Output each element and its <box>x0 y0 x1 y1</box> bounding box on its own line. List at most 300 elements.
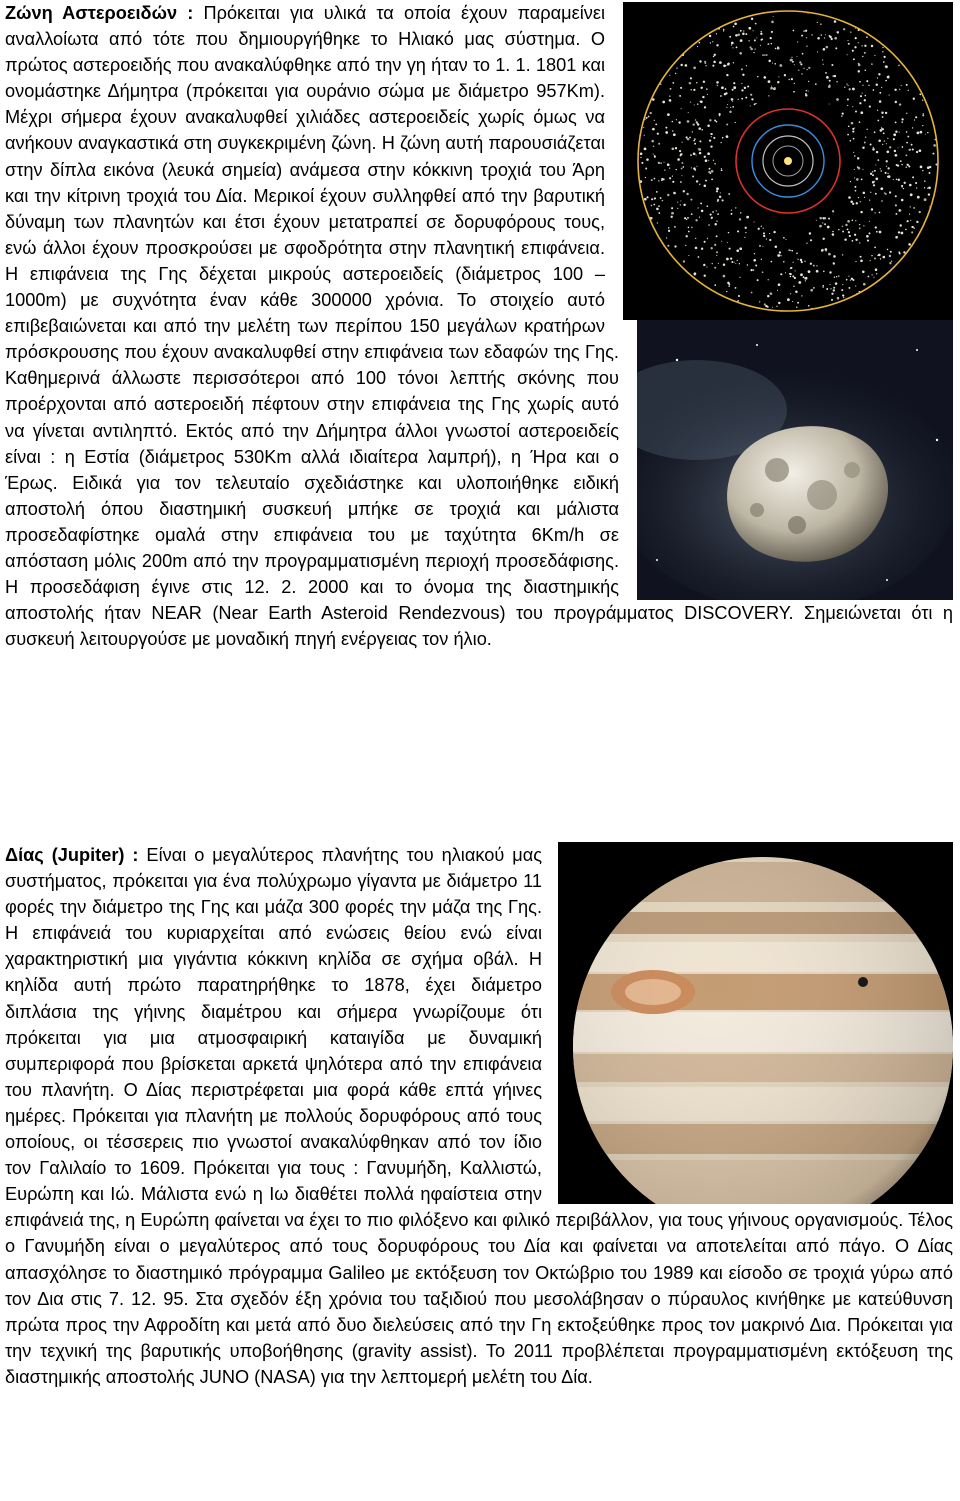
asteroid-dot <box>773 231 775 233</box>
asteroid-dot <box>908 243 911 246</box>
asteroid-dot <box>819 217 822 220</box>
asteroid-dot <box>901 232 904 235</box>
asteroid-dot <box>906 113 907 114</box>
asteroid-dot <box>860 201 861 202</box>
asteroid-dot <box>801 295 802 296</box>
asteroid-dot <box>821 34 822 35</box>
asteroid-dot <box>712 263 713 264</box>
asteroid-dot <box>705 65 706 66</box>
asteroid-dot <box>907 136 909 138</box>
asteroid-dot <box>725 65 726 66</box>
asteroid-dot <box>886 166 887 167</box>
asteroid-dot <box>677 208 678 209</box>
asteroid-dot <box>710 42 711 43</box>
asteroid-dot <box>785 239 786 240</box>
asteroid-dot <box>704 156 706 158</box>
asteroid-dot <box>714 54 716 56</box>
asteroid-dot <box>667 113 670 116</box>
asteroid-dot <box>852 88 855 91</box>
asteroid-dot <box>866 80 868 82</box>
asteroid-dot <box>854 177 855 178</box>
asteroid-dot <box>719 61 722 64</box>
asteroid-dot <box>707 94 708 95</box>
jupiter-image <box>558 842 953 1204</box>
asteroid-dot <box>754 253 755 254</box>
asteroid-dot <box>714 223 716 225</box>
asteroid-dot <box>850 280 851 281</box>
asteroid-dot <box>794 83 795 84</box>
asteroid-dot <box>680 200 681 201</box>
asteroid-dot <box>914 228 915 229</box>
asteroid-dot <box>920 131 923 134</box>
asteroid-illustration-image <box>637 320 953 600</box>
asteroid-dot <box>829 36 831 38</box>
asteroid-dot <box>723 263 725 265</box>
asteroid-dot <box>698 207 699 208</box>
asteroid-dot <box>871 255 872 256</box>
asteroid-dot <box>828 218 830 220</box>
asteroid-dot <box>823 238 825 240</box>
asteroid-dot <box>895 236 898 239</box>
asteroid-dot <box>745 227 747 229</box>
asteroid-dot <box>869 232 871 234</box>
asteroid-dot <box>901 85 902 86</box>
asteroid-dot <box>882 256 885 259</box>
asteroid-dot <box>675 73 676 74</box>
asteroid-dot <box>792 61 794 63</box>
asteroid-dot <box>691 213 693 215</box>
asteroid-dot <box>763 235 765 237</box>
asteroid-dot <box>834 37 837 40</box>
asteroid-dot <box>871 274 872 275</box>
asteroid-dot <box>794 277 796 279</box>
asteroid-dot <box>651 140 654 143</box>
asteroid-dot <box>741 83 742 84</box>
asteroid-dot <box>869 106 871 108</box>
asteroid-dot <box>924 187 925 188</box>
asteroid-dot <box>822 286 824 288</box>
asteroid-dot <box>737 300 739 302</box>
asteroid-dot <box>837 297 840 300</box>
asteroid-dot <box>656 208 659 211</box>
asteroid-dot <box>711 217 713 219</box>
asteroid-dot <box>865 70 867 72</box>
asteroid-dot <box>858 197 859 198</box>
asteroid-dot <box>710 133 711 134</box>
asteroid-dot <box>663 162 664 163</box>
asteroid-dot <box>750 94 752 96</box>
asteroid-dot <box>873 147 874 148</box>
asteroid-dot <box>777 81 779 83</box>
asteroid-dot <box>855 220 856 221</box>
asteroid-dot <box>869 221 870 222</box>
asteroid-dot <box>658 143 660 145</box>
asteroid-dot <box>770 37 772 39</box>
asteroid-dot <box>907 220 909 222</box>
asteroid-dot <box>884 140 885 141</box>
asteroid-dot <box>705 159 708 162</box>
asteroid-dot <box>699 152 702 155</box>
asteroid-dot <box>793 285 795 287</box>
asteroid-dot <box>801 73 803 75</box>
asteroid-dot <box>929 172 931 174</box>
asteroid-dot <box>731 261 733 263</box>
asteroid-dot <box>652 128 653 129</box>
asteroid-dot <box>745 232 746 233</box>
asteroid-dot <box>671 216 673 218</box>
asteroid-dot <box>672 82 674 84</box>
asteroid-dot <box>851 122 854 125</box>
asteroid-dot <box>711 247 713 249</box>
asteroid-dot <box>808 270 811 273</box>
asteroid-dot <box>798 70 799 71</box>
asteroid-dot <box>836 81 837 82</box>
asteroid-dot <box>901 164 903 166</box>
asteroid-dot <box>889 255 891 257</box>
asteroid-dot <box>723 30 724 31</box>
asteroid-dot <box>711 136 712 137</box>
asteroid-dot <box>711 133 713 135</box>
asteroid-dot <box>868 85 869 86</box>
asteroid-dot <box>885 172 887 174</box>
asteroid-dot <box>806 90 808 92</box>
asteroid-dot <box>669 99 672 102</box>
asteroid-dot <box>681 175 682 176</box>
asteroid-dot <box>901 121 903 123</box>
asteroid-dot <box>718 263 719 264</box>
asteroid-dot <box>804 261 805 262</box>
asteroid-dot <box>877 255 878 256</box>
asteroid-dot <box>808 81 809 82</box>
asteroid-dot <box>683 260 685 262</box>
asteroid-dot <box>670 88 672 90</box>
asteroid-dot <box>747 264 748 265</box>
jupiter-section <box>5 842 953 1390</box>
asteroid-dot <box>693 123 695 125</box>
asteroid-dot <box>883 132 885 134</box>
asteroid-dot <box>712 211 714 213</box>
asteroid-dot <box>766 54 768 56</box>
asteroid-dot <box>843 28 845 30</box>
asteroid-dot <box>864 52 866 54</box>
asteroid-dot <box>875 268 878 271</box>
asteroid-dot <box>667 194 669 196</box>
asteroid-dot <box>759 245 761 247</box>
asteroid-dot <box>805 94 807 96</box>
asteroid-dot <box>712 65 714 67</box>
asteroid-dot <box>700 202 702 204</box>
asteroid-dot <box>667 245 669 247</box>
asteroid-dot <box>866 36 868 38</box>
asteroid-dot <box>907 164 909 166</box>
asteroid-dot <box>644 148 647 151</box>
asteroid-dot <box>823 271 825 273</box>
asteroid-dot <box>860 256 862 258</box>
asteroid-dot <box>703 81 705 83</box>
asteroid-dot <box>725 92 727 94</box>
asteroid-dot <box>860 211 862 213</box>
asteroid-dot <box>680 204 681 205</box>
asteroid-dot <box>854 169 855 170</box>
asteroid-dot <box>898 179 900 181</box>
asteroid-dot <box>889 146 891 148</box>
asteroid-dot <box>862 271 865 274</box>
asteroid-dot <box>916 221 918 223</box>
asteroid-dot <box>720 142 721 143</box>
asteroid-dot <box>878 139 881 142</box>
asteroid-dot <box>654 178 656 180</box>
asteroid-dot <box>737 34 740 37</box>
jupiter-text: Είναι ο μεγαλύτερος πλανήτης του ηλιακού μας συστήματος, πρόκειται για ένα πολύχρωμο γίγαντα με διάμετρο 11 φορές την διάμετρο της Γης και μάζα 300 φορές την μάζα της Γης. Η επιφάνειά του κυριαρχείται από ενώσεις θείου ενώ είναι χαρακτηριστική μια γιγάντια κόκκινη κηλίδα σε σχήμα οβάλ. Η κηλίδα αυτή πρώτο παρατηρήθηκε το 1878, έχει διάμετρο διπλάσια της γήινης διαμέτρου και σήμερα γνωρίζουμε ότι πρόκειται για μια ατμοσφαιρική καταιγίδα με δυναμική συμπεριφορά που βρίσκεται αρκετά ψηλότερα από την επιφάνεια του πλανήτη. Ο Δίας περιστρέφεται μια φορά κάθε επτά γήινες ημέρες. Πρόκειται για πλανήτη με πολλούς δορυφόρους από τους οποίους, οι τέσσερεις πιο γνωστοί ανακαλύφθηκαν από τον ίδιο τον Γαλιλαίο το 1609. Πρόκειται για τους : Γανυμήδη, Καλλιστώ, Ευρώπη και Ιώ. Μάλιστα ενώ η Ιω διαθέτει πολλά ηφαίστεια στην επιφάνειά της, η Ευρώπη φαίνεται να έχει το πιο φιλόξενο και φιλικό περιβάλλον, για τους γήινους οργανισμούς. Τέλος ο Γανυμήδη είναι ο μεγαλύτερος από τους δορυφόρους του Δία και φαίνεται να αποτελείται από πάγο. Ο Δίας απασχόλησε το διαστημικό πρόγραμμα Galileo με εκτόξευση τον Οκτώβριο του 1989 και είσοδο σε τροχιά γύρω από τον Δια στις 7. 12. 95. Στα σχεδόν έξη χρόνια του ταξιδιού που μεσολάβησαν ο πύραυλος κινήθηκε με κατεύθυνση πρώτα προς την Αφροδίτη και μετά από δυο διελεύσεις από την Γη εκτοξεύθηκε προς τον μακρινό Δια. Πρόκειται για την τεχνική της βαρυτικής υποβοήθησης (gravity assist). Το 2011 προβλέπεται προγραμματισμένη εκτόξευση της διαστημικής αποστολής JUNO (NASA) για την λεπτομερή μελέτη του Δία. <box>5 845 953 1387</box>
asteroid-dot <box>847 105 848 106</box>
asteroid-dot <box>716 121 718 123</box>
asteroid-dot <box>683 204 685 206</box>
asteroid-dot <box>658 162 660 164</box>
asteroid-dot <box>768 60 771 63</box>
asteroid-dot <box>922 125 923 126</box>
asteroid-dot <box>739 263 740 264</box>
asteroid-dot <box>757 279 759 281</box>
asteroid-dot <box>696 180 698 182</box>
asteroid-dot <box>779 251 781 253</box>
asteroid-dot <box>658 180 660 182</box>
asteroid-dot <box>864 45 866 47</box>
asteroid-dot <box>895 101 897 103</box>
asteroid-dot <box>685 245 686 246</box>
asteroid-dot <box>801 35 803 37</box>
asteroid-dot <box>916 187 917 188</box>
asteroid-dot <box>895 204 897 206</box>
asteroid-dot <box>721 168 722 169</box>
asteroid-dot <box>679 150 681 152</box>
asteroid-dot <box>682 166 684 168</box>
asteroid-dot <box>888 175 891 178</box>
asteroid-dot <box>731 42 734 45</box>
asteroid-dot <box>885 112 887 114</box>
asteroid-dot <box>746 65 747 66</box>
asteroid-dot <box>688 231 690 233</box>
asteroid-dot <box>822 217 824 219</box>
asteroid-dot <box>860 259 863 262</box>
asteroid-dot <box>808 305 810 307</box>
asteroid-dot <box>688 227 690 229</box>
asteroid-dot <box>895 213 897 215</box>
asteroid-dot <box>847 228 849 230</box>
asteroid-dot <box>910 193 913 196</box>
asteroid-dot <box>677 158 680 161</box>
asteroid-dot <box>735 34 738 37</box>
asteroid-dot <box>871 208 873 210</box>
asteroid-dot <box>691 167 692 168</box>
asteroid-dot <box>785 272 786 273</box>
asteroid-dot <box>901 186 903 188</box>
asteroid-dot <box>764 303 766 305</box>
asteroid-dot <box>809 232 811 234</box>
asteroid-dot <box>729 36 731 38</box>
asteroid-dot <box>723 275 726 278</box>
asteroid-dot <box>885 80 887 82</box>
asteroid-dot <box>917 132 920 135</box>
asteroid-dot <box>731 45 732 46</box>
asteroid-dot <box>864 142 866 144</box>
asteroid-dot <box>881 127 883 129</box>
asteroid-dot <box>664 169 665 170</box>
asteroid-dot <box>721 86 724 89</box>
asteroid-dot <box>753 259 756 262</box>
asteroid-dot <box>660 197 662 199</box>
asteroid-dot <box>728 285 730 287</box>
asteroid-dot <box>852 220 854 222</box>
asteroid-dot <box>882 47 883 48</box>
asteroid-dot <box>775 245 778 248</box>
asteroid-dot <box>905 154 907 156</box>
asteroid-dot <box>852 106 853 107</box>
asteroid-dot <box>802 53 804 55</box>
asteroid-dot <box>877 77 878 78</box>
asteroid-dot <box>791 78 793 80</box>
asteroid-dot <box>759 301 760 302</box>
asteroid-dot <box>895 122 897 124</box>
asteroid-dot <box>847 40 848 41</box>
asteroid-dot <box>744 237 745 238</box>
asteroid-dot <box>713 56 715 58</box>
asteroid-dot <box>672 121 674 123</box>
asteroid-dot <box>696 82 698 84</box>
asteroid-dot <box>728 232 729 233</box>
asteroid-dot <box>693 89 695 91</box>
asteroid-dot <box>656 191 658 193</box>
asteroid-dot <box>889 95 890 96</box>
asteroid-dot <box>778 76 779 77</box>
asteroid-dot <box>919 211 921 213</box>
asteroid-dot <box>741 68 743 70</box>
asteroid-dot <box>690 101 691 102</box>
asteroid-dot <box>905 166 907 168</box>
asteroid-dot <box>874 257 876 259</box>
asteroid-dot <box>863 192 866 195</box>
asteroid-dot <box>908 165 910 167</box>
asteroid-dot <box>825 72 827 74</box>
asteroid-dot <box>828 253 831 256</box>
asteroid-dot <box>727 282 729 284</box>
asteroid-dot <box>825 248 828 251</box>
asteroid-dot <box>742 74 744 76</box>
asteroid-dot <box>877 159 879 161</box>
asteroid-dot <box>754 39 756 41</box>
asteroid-dot <box>776 306 777 307</box>
asteroid-dot <box>856 178 859 181</box>
asteroid-dot <box>915 116 917 118</box>
asteroid-dot <box>855 261 856 262</box>
asteroid-dot <box>803 276 805 278</box>
asteroid-dot <box>732 101 733 102</box>
asteroid-dot <box>853 58 855 60</box>
asteroid-dot <box>728 62 730 64</box>
asteroid-dot <box>878 254 881 257</box>
asteroid-dot <box>734 22 737 25</box>
asteroid-dot <box>716 210 717 211</box>
asteroid-dot <box>914 119 915 120</box>
asteroid-dot <box>761 39 763 41</box>
asteroid-dot <box>771 86 772 87</box>
asteroid-dot <box>713 137 715 139</box>
asteroid-dot <box>719 196 721 198</box>
asteroid-dot <box>669 168 670 169</box>
asteroid-dot <box>872 174 874 176</box>
asteroid-dot <box>706 88 708 90</box>
asteroid-dot <box>817 51 818 52</box>
asteroid-dot <box>654 155 656 157</box>
asteroid-dot <box>862 56 863 57</box>
asteroid-dot <box>881 200 882 201</box>
asteroid-dot <box>736 249 739 252</box>
asteroid-dot <box>726 124 728 126</box>
asteroid-dot <box>726 135 729 138</box>
asteroid-dot <box>810 289 813 292</box>
asteroid-dot <box>698 127 701 130</box>
asteroid-dot <box>906 84 908 86</box>
asteroid-dot <box>695 155 696 156</box>
asteroid-dot <box>876 231 878 233</box>
asteroid-dot <box>716 81 719 84</box>
asteroid-dot <box>750 105 751 106</box>
asteroid-dot <box>708 160 709 161</box>
asteroid-dot <box>762 54 763 55</box>
asteroid-dot <box>717 200 719 202</box>
asteroid-dot <box>651 179 653 181</box>
asteroid-dot <box>739 52 742 55</box>
asteroid-dot <box>669 177 671 179</box>
asteroid-dot <box>903 188 904 189</box>
asteroid-dot <box>783 261 785 263</box>
asteroid-dot <box>788 249 790 251</box>
asteroid-dot <box>908 90 909 91</box>
asteroid-dot <box>777 48 778 49</box>
asteroid-dot <box>726 258 729 261</box>
asteroid-dot <box>834 276 835 277</box>
asteroid-dot <box>779 64 782 67</box>
asteroid-dot <box>726 107 727 108</box>
asteroid-dot <box>684 217 686 219</box>
asteroid-dot <box>671 207 673 209</box>
asteroid-dot <box>886 160 888 162</box>
asteroid-dot <box>822 59 823 60</box>
asteroid-dot <box>790 293 791 294</box>
asteroid-dot <box>833 255 836 258</box>
asteroid-dot <box>751 18 753 20</box>
asteroid-dot <box>848 85 849 86</box>
asteroid-dot <box>762 246 763 247</box>
asteroid-dot <box>771 261 773 263</box>
asteroid-dot <box>880 187 883 190</box>
asteroid-dot <box>873 277 874 278</box>
asteroid-dot <box>847 98 849 100</box>
asteroid-dot <box>699 216 700 217</box>
asteroid-dot <box>709 139 711 141</box>
asteroid-dot <box>790 250 792 252</box>
asteroid-dot <box>657 133 659 135</box>
asteroid-dot <box>666 237 667 238</box>
asteroid-dot <box>813 265 815 267</box>
asteroid-dot <box>737 260 738 261</box>
asteroid-dot <box>887 173 888 174</box>
asteroid-dot <box>789 79 790 80</box>
asteroid-dot <box>831 299 833 301</box>
asteroid-dot <box>900 224 902 226</box>
asteroid-dot <box>810 263 812 265</box>
asteroid-dot <box>692 175 694 177</box>
asteroid-dot <box>862 93 863 94</box>
